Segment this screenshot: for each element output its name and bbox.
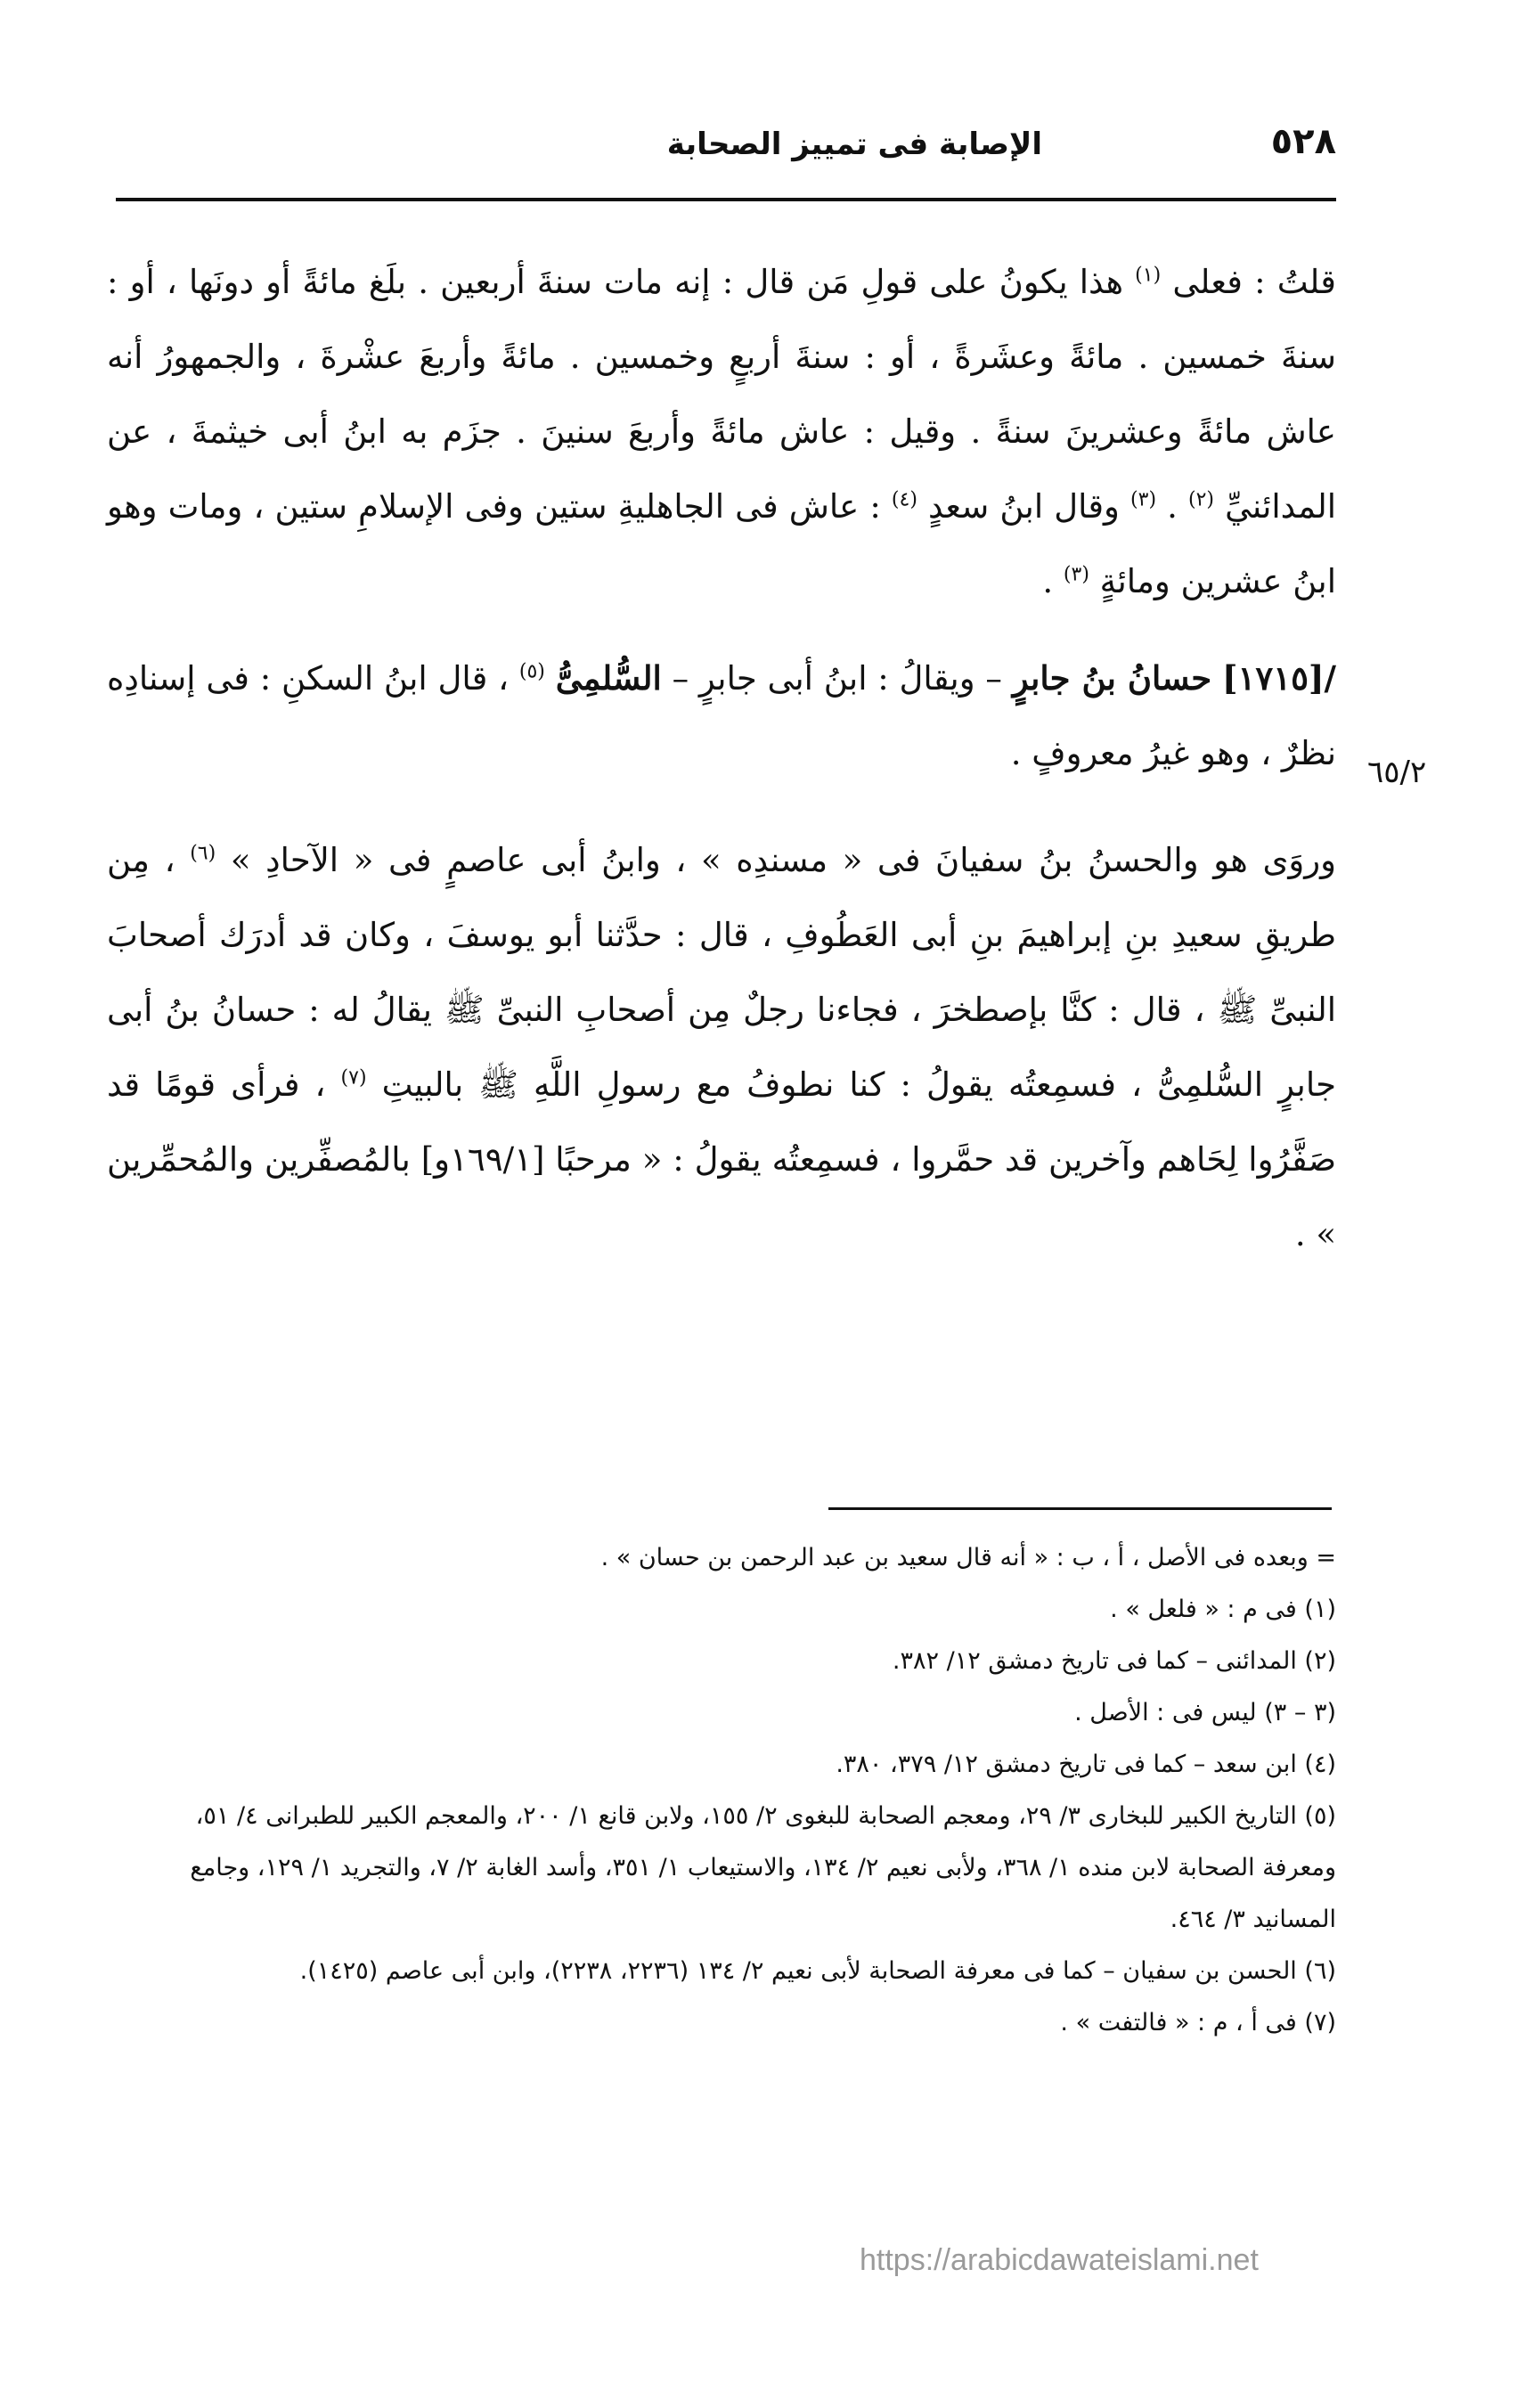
entry-1715 xyxy=(107,641,1336,791)
page-number: ٥٢٨ xyxy=(1270,121,1336,162)
footnote: (٣ – ٣) ليس فى : الأصل . xyxy=(1074,1699,1336,1726)
text-run: قلتُ : فعلى xyxy=(1172,263,1336,301)
footnote-ref: (٣) xyxy=(1063,563,1089,586)
text-run: ، قال ابنُ السكنِ : فى إسنادِه نظرٌ ، وهو غيرُ معروفٍ . xyxy=(107,659,1336,772)
text-run: : عاش فى الجاهليةِ ستين وفى الإسلامِ ستين ، ومات وهو ابنُ عشرين ومائةٍ xyxy=(107,487,1336,600)
footnote-ref: (٥) xyxy=(518,660,545,683)
footnotes xyxy=(143,1532,1336,2049)
footnote: (٢) المدائنى – كما فى تاريخ دمشق ١٢/ ٣٨٢. xyxy=(892,1647,1336,1675)
text-run: . xyxy=(1042,562,1054,600)
entry-name: حسانُ بنُ جابرٍ xyxy=(1012,658,1212,698)
text-run: – ويقالُ : ابنُ أبى جابرٍ – xyxy=(672,659,1002,698)
footnote: = وبعده فى الأصل ، أ ، ب : « أنه قال سعيد بن عبد الرحمن بن حسان » . xyxy=(600,1544,1336,1571)
paragraph-1 xyxy=(107,245,1336,619)
footnote: (١) فى م : « فلعل » . xyxy=(1110,1596,1336,1623)
footnote: (٦) الحسن بن سفيان – كما فى معرفة الصحابة لأبى نعيم ٢/ ١٣٤ (٢٢٣٦، ٢٢٣٨)، وابن أبى عاصم (١٤٢٥). xyxy=(299,1957,1336,1985)
entry-nisba: السُّلمِىُّ xyxy=(555,658,662,698)
footnote-ref: (٤) xyxy=(891,488,917,511)
text-run: ، مِن طريقِ سعيدِ بنِ إبراهيمَ بنِ أبى العَطُوفِ ، قال : حدَّثنا أبو يوسفَ ، وكان قد أدرَك أصحابَ النبىِّ ﷺ ، قال : كنَّا بإصطخرَ ، فجاءنا رجلٌ مِن أصحابِ النبىِّ ﷺ يقالُ له : حسانُ بنُ أبى جابرٍ السُّلمِىُّ ، فسمِعتُه يقولُ : كنا نطوفُ مع رسولِ اللَّهِ ﷺ بالبيتِ xyxy=(107,841,1337,1104)
text-run: ، فرأى قومًا قد صَفَّرُوا لِحَاهم وآخرين قد حمَّروا ، فسمِعتُه يقولُ : « مرحبًا [١٦٩/١و] بالمُصفِّرين والمُحمِّرين » . xyxy=(107,1065,1336,1253)
header-divider xyxy=(116,198,1336,201)
entry-bracket: /[ xyxy=(1309,658,1337,698)
footnote: (٤) ابن سعد – كما فى تاريخ دمشق ١٢/ ٣٧٩، ٣٨٠. xyxy=(836,1751,1336,1778)
footnote: (٧) فى أ ، م : « فالتفت » . xyxy=(1060,2009,1336,2037)
footnote-divider xyxy=(828,1507,1332,1510)
margin-reference: ٦٥/٢ xyxy=(1367,755,1427,790)
paragraph-gap xyxy=(107,791,1336,823)
running-header xyxy=(116,116,1336,187)
book-title: الإصابة فى تمييز الصحابة xyxy=(666,127,1042,162)
paragraph-3 xyxy=(107,823,1336,1272)
text-run: وروَى هو والحسنُ بنُ سفيانَ فى « مسندِه » ، وابنُ أبى عاصمٍ فى « الآحادِ » xyxy=(230,841,1337,879)
text-run: . xyxy=(1167,487,1178,526)
text-run: هذا يكونُ على قولِ مَن قال : إنه مات سنةَ أربعين . بلَغ مائةً أو دونَها ، أو : سنةَ خمسين . مائةً وعشَرةً ، أو : سنةَ أربعٍ وخمسين . مائةً وأربعَ عشْرةَ ، والجمهورُ أنه عاش مائةً وعشرينَ سنةً . وقيل : عاش مائةً وأربعَ سنينَ . جزَم به ابنُ أبى خيثمةَ ، عن المدائنيِّ xyxy=(107,263,1337,526)
watermark-url: https://arabicdawateislami.net xyxy=(860,2243,1259,2277)
footnote-ref: (٣) xyxy=(1130,488,1157,511)
main-text xyxy=(107,245,1336,1272)
footnote-ref: (٢) xyxy=(1187,488,1214,511)
footnote-ref: (٧) xyxy=(340,1066,367,1090)
entry-bracket: ] xyxy=(1221,658,1238,698)
footnote: (٥) التاريخ الكبير للبخارى ٣/ ٢٩، ومعجم الصحابة للبغوى ٢/ ١٥٥، ولابن قانع ١/ ٢٠٠، والمعجم الكبير للطبرانى ٤/ ٥١، ومعرفة الصحابة لابن منده ١/ ٣٦٨، ولأبى نعيم ٢/ ١٣٤، والاستيعاب ١/ ٣٥١، وأسد الغابة ٢/ ٧، والتجريد ١/ ١٢٩، وجامع المسانيد ٣/ ٤٦٤. xyxy=(190,1802,1336,1933)
footnote-ref: (٦) xyxy=(190,842,216,865)
footnote-ref: (١) xyxy=(1135,264,1162,287)
paragraph-gap xyxy=(107,619,1336,641)
text-run: وقال ابنُ سعدٍ xyxy=(928,487,1120,526)
entry-number: ١٧١٥ xyxy=(1237,658,1309,698)
